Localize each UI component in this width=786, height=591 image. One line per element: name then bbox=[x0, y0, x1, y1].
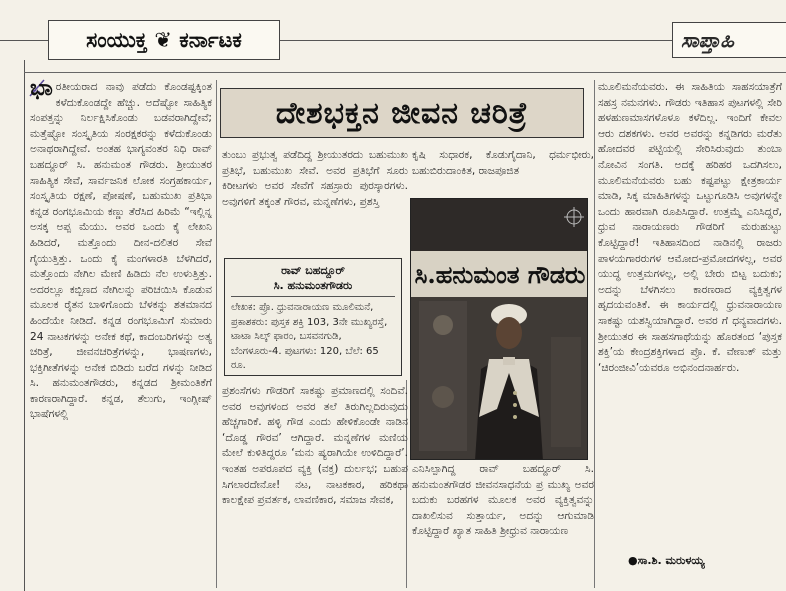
book-info-box bbox=[224, 258, 402, 376]
article-column-3-top: ಕೃಷಿ ಸುಧಾರಕ, ಕೊಡುಗೈದಾನಿ, ಧರ್ಮಭೀರು, ಬಹುಬಿರುದಾಂಕಿತ, ರಾಜಪೂಜಿತ bbox=[412, 149, 594, 177]
drop-cap: ಭಾ bbox=[30, 80, 53, 101]
masthead-rule-left bbox=[0, 40, 48, 41]
book-title-line-1: ರಾವ್ ಬಹದ್ದೂರ್ bbox=[281, 264, 345, 277]
book-cover-photo bbox=[410, 198, 588, 460]
book-title-line-2: ಸಿ. ಹನುಮಂತಗೌಡರು bbox=[273, 279, 353, 292]
portrait-image bbox=[411, 297, 588, 460]
column-1-text: ರತೀಯರಾದ ನಾವು ಪಡೆದು ಕೊಂಡಷ್ಟಕ್ಕಿಂತ ಕಳೆದುಕೊಂಡದ್ದೇ ಹೆಚ್ಚು. ಅದೆಷ್ಟೋ ಸಾಹಿತ್ಯಿಕ ಸಂಪತ್ತನ್ನು ನಿರ್ಲಕ್ಷಿಸಿಕೊಂಡು ಬಡವರಾಗಿದ್ದೇವೆ; ಮತ್ತೆಷ್ಟೋ ಸಂಸ್ಕೃತಿಯ ಸಂರಕ್ಷಕರನ್ನು ಕಳೆದುಕೊಂಡು ಅನಾಥರಾಗಿದ್ದೇವೆ. ಅಂತಹ ಭಾಗ್ಯವಂತರ ನಿಧಿ ರಾವ್ ಬಹದ್ದೂರ್ ಸಿ. ಹನುಮಂತ ಗೌಡರು. ಶ್ರೀಯುತರ ಸಾಹಿತ್ಯಿಕ ಸೇವೆ, ಸಾರ್ವಜನಿಕ ಲೋಕ ಸಂಗ್ರಹಕಾರ್ಯ, ಸಂಸ್ಕೃತಿಯ ರಕ್ಷಣೆ, ಪೋಷಣೆ, ಬಹುಮುಖ ಪ್ರತಿಭಾ ಕನ್ನಡ ರಂಗಭೂಮಿಯ ಕಣ್ಣು ತೆರೆಸಿದ ಹಿರಿಮೆ “ಇಲ್ಲಿನ್ನ ಅಸಕ್ಕ ಅಪ್ಪ ಮೆಯು. ಅವರ ಒಂದು ಕೈ ಲೇಖನಿ ಹಿಡಿದರೆ, ಮತ್ತೊಂದು ದೀನ-ದಲಿತರ ಸೇವೆ ಗೈಯುತ್ತಿತ್ತು. ಒಂದು ಕೈ ಮಂಗಳಾರತಿ ಬೆಳಗಿದರೆ, ಮತ್ತೊಂದು ನೇಗಿಲ ಮೇಣಿ ಹಿಡಿದು ನೆಲ ಉಳುತ್ತಿತ್ತು. ಅದರಲ್ಲೂ ಕಬ್ಬಿಣದ ನೇಗಿಲನ್ನು ಪರಿಚಯಿಸಿ ಕೊಡುವ ಮೂಲಕ ರೈತನ ಬಾಳಿಗೊಂದು ಬೆಳಕನ್ನು ಶತಮಾನದ ಹಿಂದೆಯೇ ನೀಡಿದೆ. ಕನ್ನಡ ರಂಗಭೂಮಿಗೆ ಸುಮಾರು 24 ನಾಟಕಗಳನ್ನು ಅನೇಕ ಕಥೆ, ಕಾದಂಬರಿಗಳನ್ನು ಅತ್ಯ ಚರಿತ್ರೆ, ಜೀವನಚರಿತ್ರೆಗಳನ್ನು, ಭಾಷಣಗಳು, ಭಕ್ತಿಗೀತೆಗಳನ್ನು ಅನೇಕ ಬಿಡಿದು ಬರೆದ ಗಳನ್ನು ನೀಡಿದ ಸಿ. ಹನುಮಂತಗೌಡರು, ಕನ್ನಡದ ಶ್ರೀಮಂತಿಕೆಗೆ ಕಾರಣರಾಗಿದ್ದಾರೆ. ಕನ್ನಡ, ತೆಲುಗು, ಇಂಗ್ಲೀಷ್ ಭಾಷೆಗಳಲ್ಲಿ bbox=[30, 81, 212, 421]
article-column-2-top: ತುಂಬು ಪ್ರಭುತ್ವ ಪಡೆದಿದ್ದ ಶ್ರೀಯುತರದು ಬಹುಮುಖ ಪ್ರತಿಭೆ, ಬಹುಮುಖ ಸೇವೆ. ಅವರ ಪ್ರತಿಭೆಗೆ ಸೂರು ಕಿರೀಟಗಳು ಅವರ ಸೇವೆಗೆ ಸಹಸ್ರಾರು ಪುರಸ್ಕಾರಗಳು. ಅವುಗಳಿಗೆ ತಕ್ಕಂತೆ ಗೌರವ, ಮನ್ನಣೆಗಳು, ಪ್ರಶಸ್ತಿ bbox=[222, 149, 408, 208]
headline: ದೇಶಭಕ್ತನ ಜೀವನ ಚರಿತ್ರೆ bbox=[275, 95, 529, 131]
column-rule-3 bbox=[594, 80, 595, 588]
frame-top-rule bbox=[24, 72, 786, 73]
cover-title: ಸಿ.ಹನುಮಂತ ಗೌಡರು bbox=[411, 251, 588, 297]
article-column-2-bottom: ಪ್ರಶಂಸೆಗಳು ಗೌಡರಿಗೆ ಸಾಕಷ್ಟು ಪ್ರಮಾಣದಲ್ಲಿ ಸಂದಿವೆ. ಅವರ ಅವುಗಳಂದ ಅವರ ತಲೆ ತಿರುಗಿಲ್ಲದಿರುವುದು ಹೆಚ್ಚಗಾರಿಕೆ. ಹಳ್ಳಿ ಗೌಡ ಎಂದು ಹೇಳಿಕೊಂಡೇ ನಾಡಿನ ‘ದೊಡ್ಡ ಗೌರವ’ ಆಗಿದ್ದಾರೆ. ಮನ್ನಣೆಗಳ ಮಣಿಯ ಮೇಲೆ ಕುಳಿತಿದ್ದರೂ ‘ಮನು ಷ್ಯರಾಗಿಯೇ ಉಳಿದಿದ್ದಾರೆ’. ಇಂತಹ ಅಪರೂಪದ ವ್ಯಕ್ತಿ (ವಕ್ತ) ದುರ್ಲಭ; ಬಹುಪ ಸಿಗಲಾರದೇನೋ! ನಟ, ನಾಟಕಕಾರ, ಹರಿಕಥಾ ಕಾಲಕ್ಷೇಪ ಪ್ರವರ್ತಕ, ಲಾವಣಿಕಾರ, ಸಮಾಜ ಸೇವಕ, bbox=[222, 385, 408, 507]
info-divider bbox=[231, 296, 395, 297]
column-rule-1 bbox=[216, 80, 217, 588]
headline-box bbox=[220, 88, 584, 138]
article-column-3-bottom: ಎನಿಸಿಲ್ಪಾಗಿದ್ದ ರಾವ್ ಬಹದ್ದೂರ್ ಸಿ. ಹನುಮಂತಗೌಡರ ಜೀವನಸಾಧನೆಯ ಪ್ರ ಮುಖ್ಯ ಅವರ ಬದುಕು ಬರಹಗಳ ಮೂಲಕ ಅವರ ವ್ಯಕ್ತಿತ್ವವನ್ನು ದಾಖಲಿಸುವ ಸುತ್ತಾರ್ಯ, ಅದನ್ನು ಆಗುಮಾಡಿ ಕೊಟ್ಟಿದ್ದಾರೆ ಖ್ಯಾತ ಸಾಹಿತಿ ಶ್ರೀಧ್ರುವ ನಾರಾಯಣ bbox=[412, 463, 594, 538]
article-column-1 bbox=[30, 80, 212, 588]
book-details: ಲೇಖಕ: ಪ್ರೊ. ಧ್ರುವನಾರಾಯಣ ಮೂಲಿಮನೆ, ಪ್ರಕಾಶಕರು: ಪುಸ್ತಕ ಶಕ್ತಿ 103, 3ನೇ ಮುಖ್ಯರಸ್ತೆ, ಟಾಟಾ ಸಿಲ್ಕ್ ಫಾರಂ, ಬಸವನಗುಡಿ, ಬೆಂಗಳೂರು-4. ಪುಟಗಳು: 120, ಬೆಲೆ: 65 ರೂ. bbox=[231, 302, 388, 372]
article-column-4: ಮೂಲಿಮನೆಯವರು. ಈ ಸಾಹಿತಿಯ ಸಾಹಸಯಾತ್ರೆಗೆ ಸಹಸ್ರ ನಮನಗಳು. ಗೌಡರು ಇತಿಹಾಸ ಪುಟಗಳಲ್ಲಿ ಸೇರಿ ಹಳಹುಣಮಾಸಗಳೊಳೂ ಕಳೆದಿಲ್ಲ. ಇಂದಿಗೆ ಕೇವಲ ಆರು ದಶಕಗಳು. ಅವರ ಅವರನ್ನು ಕನ್ನಡಿಗರು ಮರೆತು ಹೋದವರ ಪಟ್ಟಿಯಲ್ಲಿ ಸೇರಿಸಿರುವುದು ತುಂಬಾ ನೋವಿನ ಸಂಗತಿ. ಅದಕ್ಕೆ ಹರಿಹರ ಒದಗಿಸಲು, ಮೂಲಿಮನೆಯವರು ಬಹು ಕಷ್ಟಪಟ್ಟು ಕ್ಷೇತ್ರಕಾರ್ಯ ಮಾಡಿ, ಸಿಕ್ಕ ಮಾಹಿತಿಗಳನ್ನು ಒಟ್ಟುಗೂಡಿಸಿ ಅವುಗಳನ್ನೇ ಒಂದು ಹಾರವಾಗಿ ರೂಪಿಸಿದ್ದಾರೆ. ಉತ್ತಮ್ಮೆ ಎನಿಸಿದ್ದರೆ, ಧ್ರುವ ನಾರಾಯಣರು ಗೌಡರಿಗೆ ಮರುಹುಟ್ಟು ಕೊಟ್ಟಿದ್ದಾರೆ! ಇತಿಹಾಸದಿಂದ ನಾಡಿನಲ್ಲಿ ರಾಜರು ಪಾಳಯಗಾರರುಗಳ ಆಮೋದ-ಪ್ರಮೋದಗಳಲ್ಲ, ಅವರ ಯುದ್ಧ ಉತ್ತಮಗಳಲ್ಲ, ಅಲ್ಲಿ ಬೇರು ಬಿಟ್ಟ ಬದುಕು; ಅದನ್ನು ಬೆಳಗಿಸಲು ಕಾರಣರಾದ ವ್ಯಕ್ತಿತ್ವಗಳ ಹೃದಯವಂತಿಕೆ. ಈ ಕಾರ್ಯದಲ್ಲಿ ಧ್ರುವನಾರಾಯಣ ಸಾಕಷ್ಟು ಯಶಸ್ವಿಯಾಗಿದ್ದಾರೆ. ಅವರ ಗೆ ಧನ್ಯವಾದಗಳು. ಶ್ರೀಯುತರ ಈ ಸಾಹಸಗಾಥೆಯನ್ನು ಹೊರತಂದ ‘ಪುಸ್ತಕ ಶಕ್ತಿ’ಯ ಕೇಂದ್ರಶಕ್ತಿಗಳಾದ ಪ್ರೊ. ಕೆ. ವೇಣುಕ್ ಮತ್ತು ‘ಚಿರಂಜೀವಿ’ಯವರೂ ಅಭಿನಂದನಾರ್ಹರು. bbox=[598, 81, 782, 374]
section-masthead: ಸಾಪ್ತಾಹಿ bbox=[672, 22, 786, 58]
cover-top-strip bbox=[411, 199, 588, 251]
masthead-rule-middle bbox=[280, 40, 672, 41]
author-signature: ●ಸಾ.ಶಿ. ಮರುಳಯ್ಯ bbox=[628, 554, 705, 567]
cover-ornament-icon bbox=[411, 199, 588, 251]
frame-left-rule bbox=[24, 60, 25, 591]
newspaper-masthead: ಸಂಯುಕ್ತ ❦ ಕರ್ನಾಟಕ bbox=[48, 20, 280, 60]
